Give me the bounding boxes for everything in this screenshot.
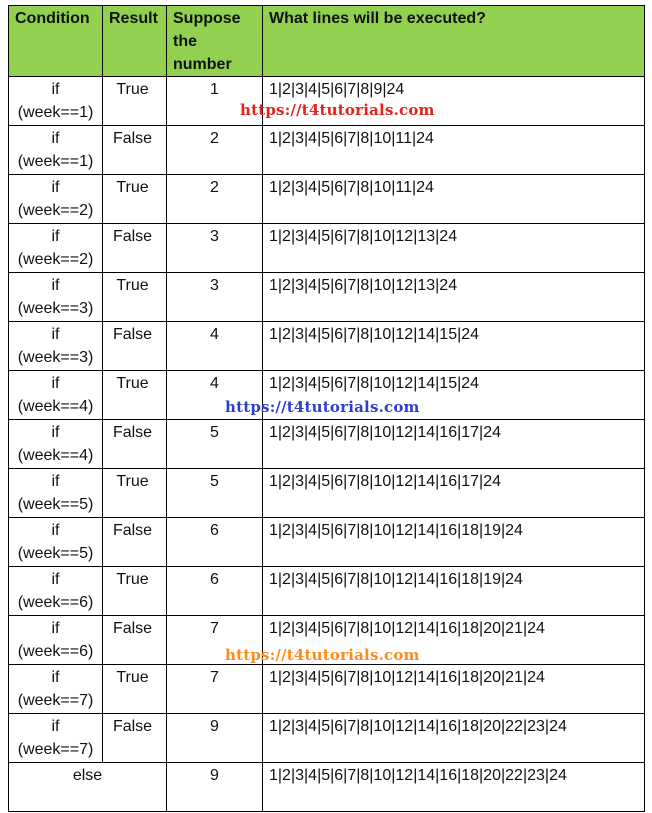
result-cell: True	[103, 175, 167, 224]
condition-cell	[9, 469, 103, 518]
header-lines: What lines will be executed?	[263, 6, 645, 77]
lines-cell: 1|2|3|4|5|6|7|8|10|12|13|24	[263, 224, 645, 273]
number-cell: 5	[167, 420, 263, 469]
lines-cell: 1|2|3|4|5|6|7|8|10|12|13|24	[263, 273, 645, 322]
number-cell: 2	[167, 126, 263, 175]
lines-cell: 1|2|3|4|5|6|7|8|10|12|14|16|18|20|21|24	[263, 616, 645, 665]
table-row	[9, 665, 645, 714]
lines-cell: 1|2|3|4|5|6|7|8|10|12|14|16|18|20|21|24	[263, 665, 645, 714]
result-cell: True	[103, 567, 167, 616]
condition-cell	[9, 567, 103, 616]
table-row	[9, 469, 645, 518]
condition-expression: (week==7)	[17, 692, 94, 709]
number-cell: 3	[167, 224, 263, 273]
result-cell: True	[103, 77, 167, 126]
number-cell: 9	[167, 763, 263, 812]
condition-cell	[9, 616, 103, 665]
condition-expression: (week==7)	[17, 741, 94, 758]
condition-keyword: if	[51, 277, 60, 294]
condition-keyword: if	[51, 81, 60, 98]
condition-expression: (week==3)	[17, 300, 94, 317]
condition-keyword: if	[51, 669, 60, 686]
lines-cell: 1|2|3|4|5|6|7|8|10|12|14|15|24	[263, 322, 645, 371]
lines-cell: 1|2|3|4|5|6|7|8|9|24	[263, 77, 645, 126]
watermark-text: https://t4tutorials.com	[240, 101, 435, 119]
condition-expression: (week==1)	[17, 104, 94, 121]
number-cell: 5	[167, 469, 263, 518]
result-cell: True	[103, 665, 167, 714]
lines-cell: 1|2|3|4|5|6|7|8|10|11|24	[263, 175, 645, 224]
condition-cell	[9, 273, 103, 322]
condition-keyword: if	[51, 424, 60, 441]
lines-cell: 1|2|3|4|5|6|7|8|10|12|14|16|17|24	[263, 469, 645, 518]
condition-expression: (week==1)	[17, 153, 94, 170]
result-cell: True	[103, 469, 167, 518]
table-row	[9, 518, 645, 567]
number-cell: 6	[167, 518, 263, 567]
condition-cell	[9, 322, 103, 371]
condition-keyword: if	[51, 571, 60, 588]
condition-expression: (week==3)	[17, 349, 94, 366]
condition-keyword: if	[51, 228, 60, 245]
number-cell: 4	[167, 371, 263, 420]
condition-cell	[9, 665, 103, 714]
else-row	[9, 763, 645, 812]
lines-cell: 1|2|3|4|5|6|7|8|10|12|14|15|24	[263, 371, 645, 420]
result-cell: True	[103, 371, 167, 420]
result-cell: False	[103, 224, 167, 273]
result-cell: False	[103, 714, 167, 763]
condition-cell	[9, 224, 103, 273]
table-row	[9, 567, 645, 616]
table-row	[9, 175, 645, 224]
condition-keyword: if	[51, 326, 60, 343]
result-cell: False	[103, 616, 167, 665]
condition-cell	[9, 420, 103, 469]
header-condition: Condition	[9, 6, 103, 77]
condition-expression: (week==4)	[17, 447, 94, 464]
result-cell: False	[103, 420, 167, 469]
condition-cell	[9, 518, 103, 567]
condition-keyword: if	[51, 179, 60, 196]
condition-cell	[9, 126, 103, 175]
condition-keyword: if	[51, 473, 60, 490]
number-cell: 2	[167, 175, 263, 224]
watermark-text: https://t4tutorials.com	[225, 398, 420, 416]
table-row	[9, 714, 645, 763]
lines-cell: 1|2|3|4|5|6|7|8|10|11|24	[263, 126, 645, 175]
table-row	[9, 322, 645, 371]
lines-cell: 1|2|3|4|5|6|7|8|10|12|14|16|17|24	[263, 420, 645, 469]
result-cell: False	[103, 126, 167, 175]
condition-expression: (week==2)	[17, 251, 94, 268]
condition-expression: (week==5)	[17, 545, 94, 562]
number-cell: 6	[167, 567, 263, 616]
condition-cell	[9, 714, 103, 763]
lines-cell: 1|2|3|4|5|6|7|8|10|12|14|16|18|19|24	[263, 567, 645, 616]
condition-expression: (week==6)	[17, 643, 94, 660]
condition-expression: (week==2)	[17, 202, 94, 219]
condition-keyword: if	[51, 375, 60, 392]
condition-keyword: if	[51, 130, 60, 147]
header-row	[9, 6, 645, 77]
table-row	[9, 224, 645, 273]
number-cell: 3	[167, 273, 263, 322]
table-row	[9, 126, 645, 175]
table-row	[9, 273, 645, 322]
condition-keyword: if	[51, 620, 60, 637]
table-row	[9, 420, 645, 469]
result-cell: True	[103, 273, 167, 322]
header-result: Result	[103, 6, 167, 77]
number-cell: 1	[167, 77, 263, 126]
result-cell: False	[103, 322, 167, 371]
condition-expression: (week==4)	[17, 398, 94, 415]
lines-cell: 1|2|3|4|5|6|7|8|10|12|14|16|18|19|24	[263, 518, 645, 567]
condition-cell	[9, 175, 103, 224]
condition-cell	[9, 77, 103, 126]
number-cell: 4	[167, 322, 263, 371]
watermark-text: https://t4tutorials.com	[225, 646, 420, 664]
else-condition-cell: else	[9, 763, 167, 812]
result-cell: False	[103, 518, 167, 567]
lines-cell: 1|2|3|4|5|6|7|8|10|12|14|16|18|20|22|23|24	[263, 763, 645, 812]
header-number: Suppose the number	[167, 6, 263, 77]
condition-expression: (week==6)	[17, 594, 94, 611]
lines-cell: 1|2|3|4|5|6|7|8|10|12|14|16|18|20|22|23|24	[263, 714, 645, 763]
number-cell: 9	[167, 714, 263, 763]
number-cell: 7	[167, 616, 263, 665]
number-cell: 7	[167, 665, 263, 714]
condition-keyword: if	[51, 522, 60, 539]
condition-cell	[9, 371, 103, 420]
condition-keyword: if	[51, 718, 60, 735]
condition-expression: (week==5)	[17, 496, 94, 513]
